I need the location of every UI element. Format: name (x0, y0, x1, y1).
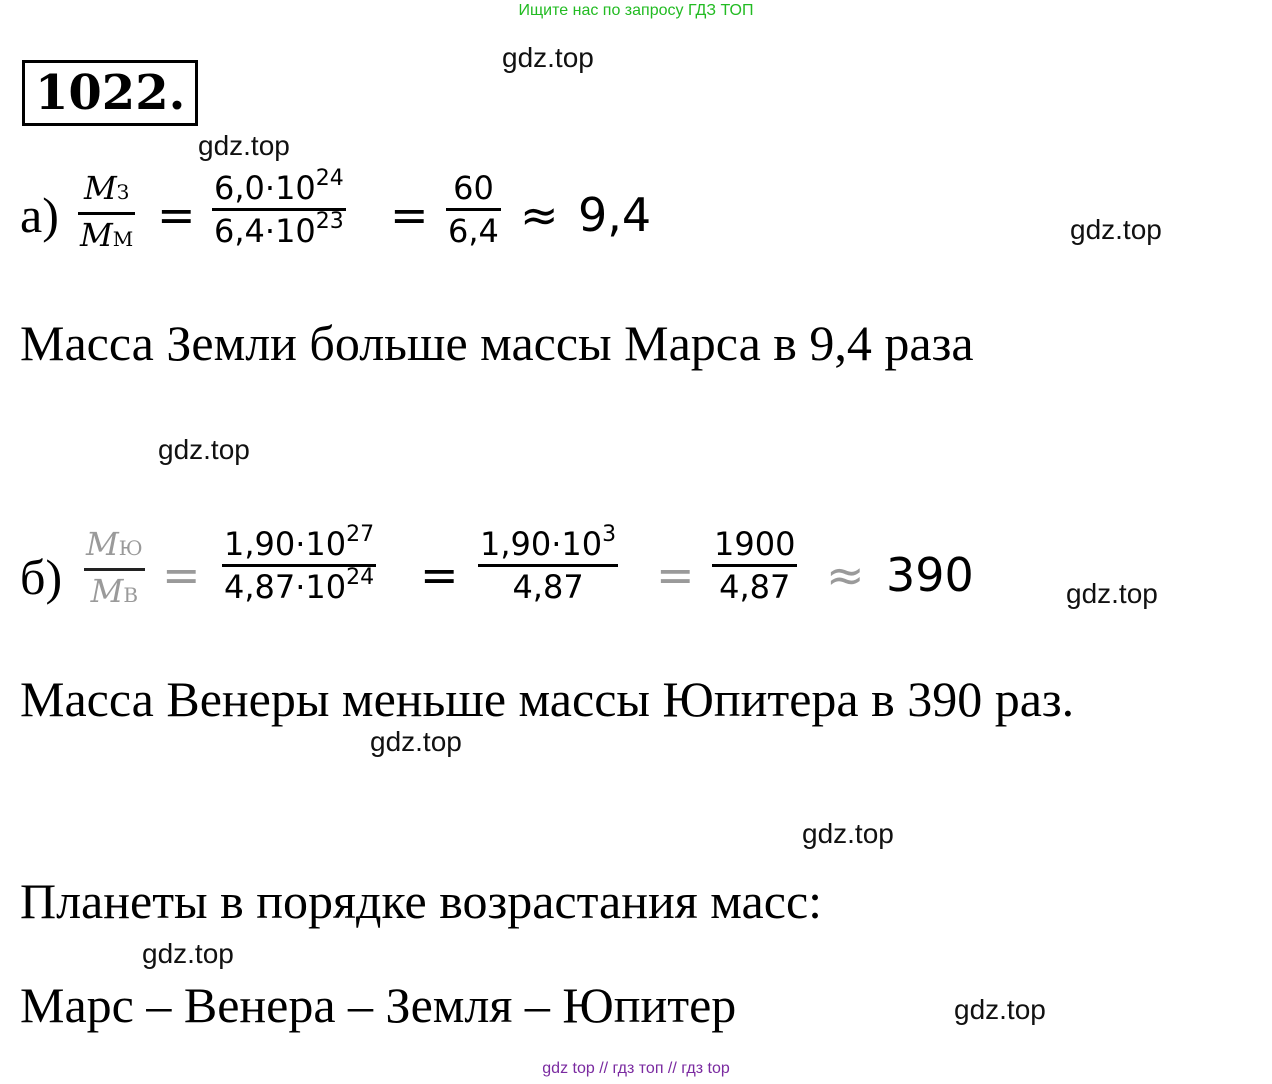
watermark: gdz.top (198, 130, 290, 161)
watermark: gdz.top (954, 994, 1046, 1025)
fraction-denominator: 6,4·10 (214, 212, 316, 250)
part-a-fraction-1 (212, 168, 346, 251)
watermark: gdz.top (1066, 578, 1158, 609)
fraction-numerator: 60 (453, 169, 494, 207)
exponent: 23 (315, 209, 344, 235)
fraction-denominator: 4,87 (719, 568, 791, 606)
equals-sign: = (162, 548, 201, 602)
equals-sign: = (656, 548, 695, 602)
equals-sign: = (420, 548, 459, 602)
watermark: gdz.top (802, 818, 894, 849)
ratio-den-var: M (90, 572, 124, 610)
ratio-den-sub: М (112, 227, 134, 251)
equals-sign: = (390, 188, 429, 242)
part-b-ratio (84, 524, 145, 615)
part-b-label: б) (20, 549, 63, 605)
problem-number: 1022. (22, 60, 198, 126)
watermark: gdz.top (502, 42, 594, 73)
part-a-conclusion: Масса Земли больше массы Марса в 9,4 раза (20, 315, 974, 371)
part-b-fraction-2 (478, 524, 618, 607)
ratio-num-var: M (86, 525, 119, 563)
exponent: 24 (346, 565, 375, 591)
search-note: Ищите нас по запросу ГДЗ ТОП (518, 2, 754, 19)
part-a-ratio (78, 168, 135, 259)
ratio-num-var: M (84, 169, 117, 207)
exponent: 27 (346, 522, 375, 548)
watermark: gdz.top (370, 726, 462, 757)
exponent: 24 (315, 166, 344, 192)
ordering-sequence: Марс – Венера – Земля – Юпитер (20, 977, 737, 1033)
approx-sign: ≈ (520, 188, 559, 242)
part-b-conclusion: Масса Венеры меньше массы Юпитера в 390 раз. (20, 671, 1075, 727)
fraction-numerator: 1,90·10 (480, 525, 603, 563)
fraction-denominator: 4,87·10 (224, 568, 347, 606)
part-b-fraction-1 (222, 524, 376, 607)
watermark: gdz.top (1070, 214, 1162, 245)
ratio-num-sub: З (116, 180, 130, 204)
part-a-label: а) (20, 187, 59, 243)
watermark: gdz.top (142, 938, 234, 969)
fraction-denominator: 6,4 (448, 212, 499, 250)
watermark: gdz.top (158, 434, 250, 465)
part-a-fraction-2 (446, 168, 501, 251)
part-a-result: 9,4 (578, 188, 652, 242)
fraction-numerator: 1,90·10 (224, 525, 347, 563)
footer-links: gdz top // гдз топ // гдз top (542, 1060, 730, 1077)
ordering-heading: Планеты в порядке возрастания масс: (20, 873, 823, 929)
approx-sign: ≈ (826, 548, 865, 602)
part-b-fraction-3 (712, 524, 797, 607)
fraction-denominator: 4,87 (512, 568, 584, 606)
fraction-numerator: 1900 (714, 525, 796, 563)
ratio-den-sub: В (123, 583, 139, 607)
fraction-numerator: 6,0·10 (214, 169, 316, 207)
ratio-den-var: M (80, 216, 113, 254)
exponent: 3 (602, 522, 617, 548)
ratio-num-sub: Ю (118, 536, 143, 560)
equals-sign: = (157, 188, 196, 242)
part-b-result: 390 (886, 548, 974, 602)
